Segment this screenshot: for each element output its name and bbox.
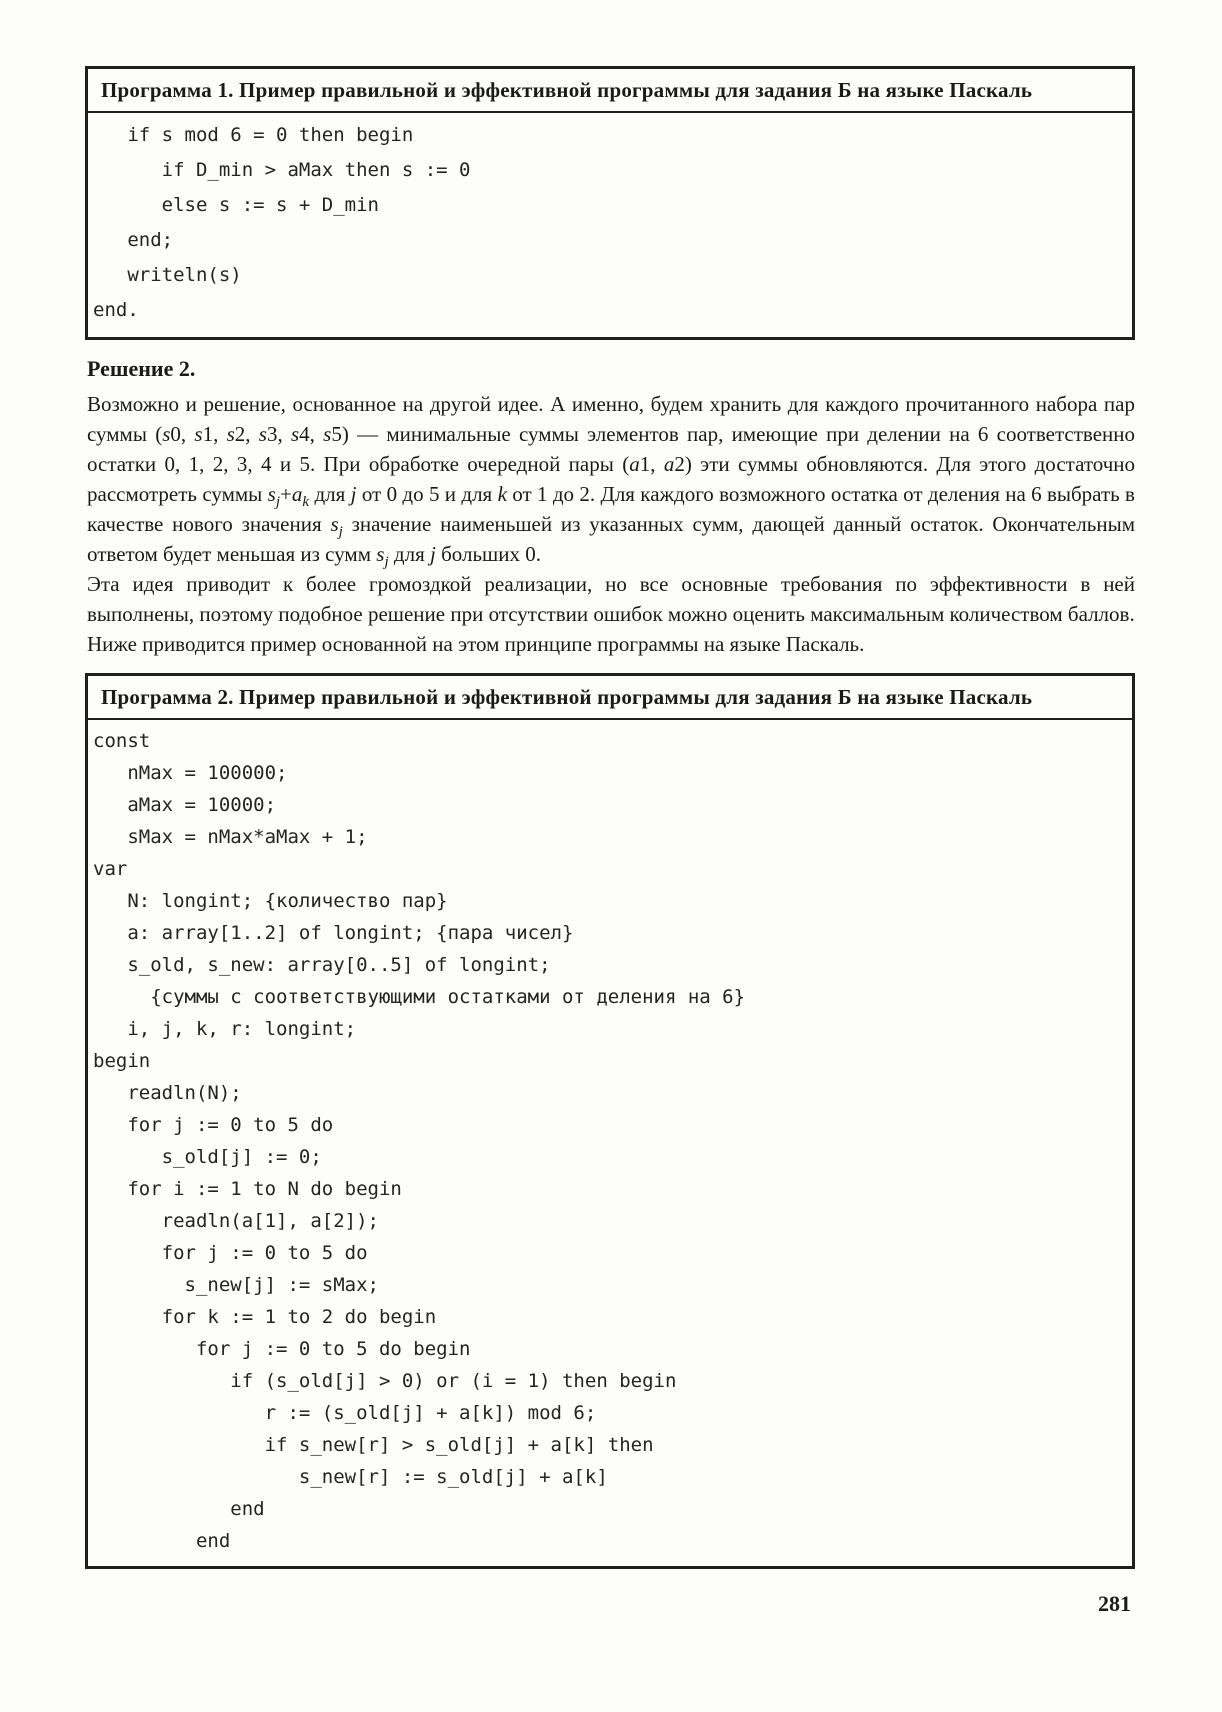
code-line: end. [93, 299, 139, 321]
code-line: for j := 0 to 5 do [93, 1242, 368, 1264]
code-line: s_old, s_new: array[0..5] of longint; [93, 954, 551, 976]
paragraph: Возможно и решение, основанное на другой идее. А именно, будем хранить для каждого прочитанного набора пар суммы (s0, s1, s2, s3, s4, s5) — минимальные суммы элементов пар, имеющие при делении на 6 соответственно остатки 0, 1, 2, 3, 4 и 5. При обработке очередной пары (a1, a2) эти суммы обновляются. Для этого достаточно рассмотреть суммы $s_j+a_k$ для j от 0 до 5 и для k от 1 до 2. Для каждого возможного остатка от деления на 6 выбрать в качестве нового значения $s_j$ значение наименьшей из указанных сумм, дающей данный остаток. Окончательным ответом будет меньшая из сумм $s_j$ для j больших 0. [87, 392, 1136, 571]
code-line: sMax = nMax*aMax + 1; [93, 826, 368, 848]
code-line: i, j, k, r: longint; [93, 1018, 357, 1040]
code-line: s_new[r] := s_old[j] + a[k] [93, 1466, 608, 1488]
code-line: var [93, 858, 128, 880]
paragraph: Ниже приводится пример основанной на этом принципе программы на языке Паскаль. [87, 632, 865, 656]
code-line: end; [93, 229, 174, 251]
code-line: readln(a[1], a[2]); [93, 1210, 379, 1232]
program1-title: Программа 1. Пример правильной и эффективной программы для задания Б на языке Паскаль [88, 69, 1132, 113]
code-line: readln(N); [93, 1082, 242, 1104]
code-line: aMax = 10000; [93, 794, 277, 816]
code-line: r := (s_old[j] + a[k]) mod 6; [93, 1402, 597, 1424]
code-line: if s_new[r] > s_old[j] + a[k] then [93, 1434, 654, 1456]
code-line: if (s_old[j] > 0) or (i = 1) then begin [93, 1370, 677, 1392]
code-line: else s := s + D_min [93, 194, 379, 216]
solution2-text [87, 389, 1135, 659]
code-line: if D_min > aMax then s := 0 [93, 159, 471, 181]
program2-code [88, 720, 1132, 1566]
paragraph: Эта идея приводит к более громоздкой реализации, но все основные требования по эффективности в ней выполнены, поэтому подобное решение при отсутствии ошибок можно оценить максимальным количеством баллов. [87, 572, 1135, 626]
code-line: if s mod 6 = 0 then begin [93, 124, 414, 146]
code-line: for k := 1 to 2 do begin [93, 1306, 437, 1328]
code-line: begin [93, 1050, 151, 1072]
code-line: a: array[1..2] of longint; {пара чисел} [93, 922, 574, 944]
page-number: 281 [1098, 1591, 1131, 1616]
code-line: for i := 1 to N do begin [93, 1178, 402, 1200]
code-line: s_old[j] := 0; [93, 1146, 322, 1168]
code-line: for j := 0 to 5 do [93, 1114, 334, 1136]
program1-code [88, 113, 1132, 337]
code-line: {суммы с соответствующими остатками от деления на 6} [93, 986, 746, 1008]
code-line: writeln(s) [93, 264, 242, 286]
program2-box [85, 673, 1135, 1569]
code-line: for j := 0 to 5 do begin [93, 1338, 471, 1360]
program1-box [85, 66, 1135, 340]
solution2-heading: Решение 2. [87, 356, 196, 381]
code-line: end [93, 1530, 231, 1552]
code-line: end [93, 1498, 265, 1520]
code-line: s_new[j] := sMax; [93, 1274, 379, 1296]
code-line: const [93, 730, 151, 752]
program2-title: Программа 2. Пример правильной и эффективной программы для задания Б на языке Паскаль [88, 676, 1132, 720]
code-line: N: longint; {количество пар} [93, 890, 448, 912]
code-line: nMax = 100000; [93, 762, 288, 784]
